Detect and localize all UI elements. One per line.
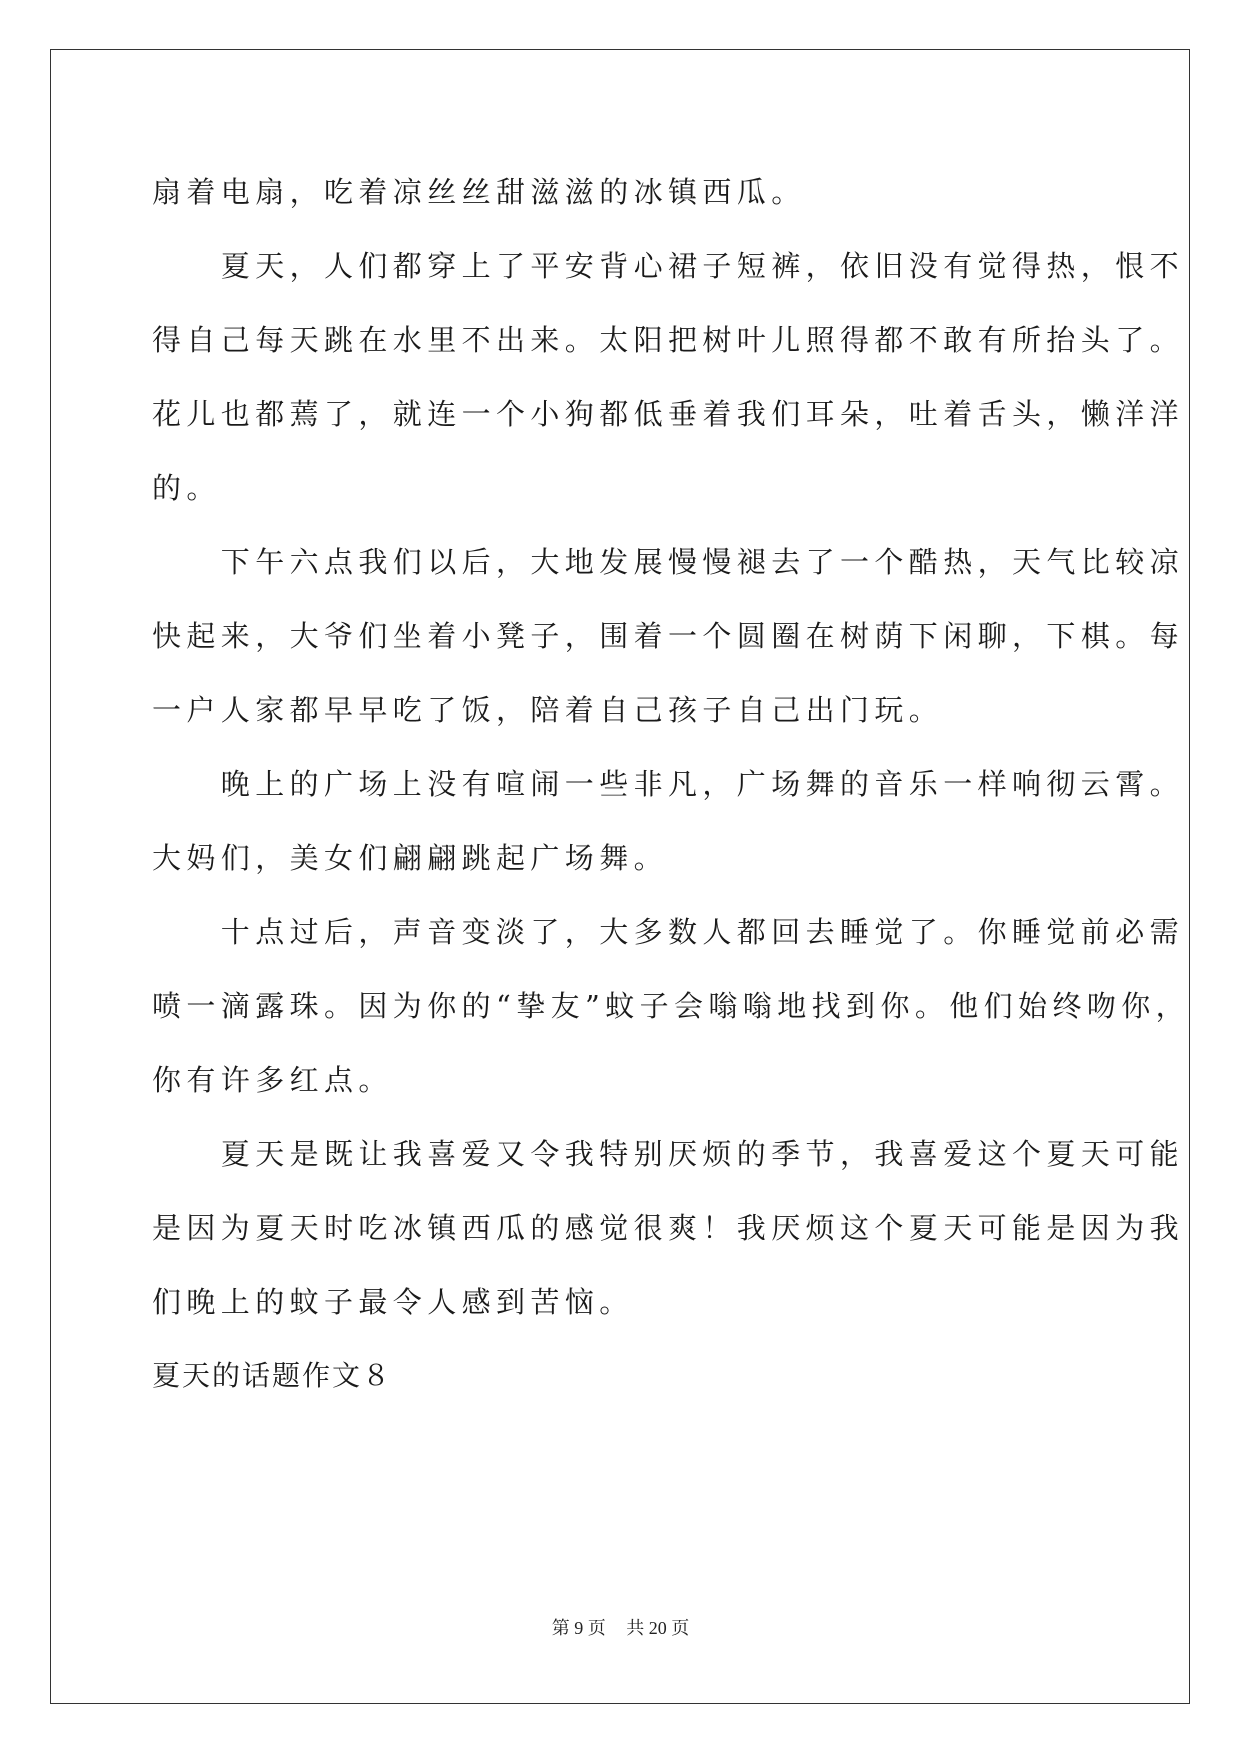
text-line: 十点过后，声音变淡了，大多数人都回去睡觉了。你睡觉前必需 xyxy=(152,915,1185,949)
text-line: 大妈们，美女们翩翩跳起广场舞。 xyxy=(152,841,669,875)
text-line: 们晚上的蚊子最令人感到苦恼。 xyxy=(152,1285,634,1319)
text-line: 你有许多红点。 xyxy=(152,1063,393,1097)
page-number: 第 9 页 xyxy=(551,1618,606,1638)
text-line: 下午六点我们以后，大地发展慢慢褪去了一个酷热，天气比较凉 xyxy=(152,545,1185,579)
text-line: 花儿也都蔫了，就连一个小狗都低垂着我们耳朵，吐着舌头，懒洋洋 xyxy=(152,397,1185,431)
text-line: 夏天是既让我喜爱又令我特别厌烦的季节，我喜爱这个夏天可能 xyxy=(152,1137,1185,1171)
text-line: 一户人家都早早吃了饭，陪着自己孩子自己出门玩。 xyxy=(152,693,944,727)
section-heading: 夏天的话题作文８ xyxy=(152,1359,393,1392)
page-footer xyxy=(0,1616,1241,1640)
text-line: 扇着电扇，吃着凉丝丝甜滋滋的冰镇西瓜。 xyxy=(152,175,806,209)
text-line: 是因为夏天时吃冰镇西瓜的感觉很爽！我厌烦这个夏天可能是因为我 xyxy=(152,1211,1185,1245)
text-line: 的。 xyxy=(152,471,221,505)
text-line: 晚上的广场上没有喧闹一些非凡，广场舞的音乐一样响彻云霄。 xyxy=(152,767,1185,801)
text-line: 快起来，大爷们坐着小凳子，围着一个圆圈在树荫下闲聊，下棋。每 xyxy=(152,619,1185,653)
text-line: 夏天，人们都穿上了平安背心裙子短裤，依旧没有觉得热，恨不 xyxy=(152,249,1185,283)
page-total: 共 20 页 xyxy=(626,1618,690,1638)
text-line: 喷一滴露珠。因为你的“挚友”蚊子会嗡嗡地找到你。他们始终吻你， xyxy=(152,989,1191,1023)
text-line: 得自己每天跳在水里不出来。太阳把树叶儿照得都不敢有所抬头了。 xyxy=(152,323,1185,357)
